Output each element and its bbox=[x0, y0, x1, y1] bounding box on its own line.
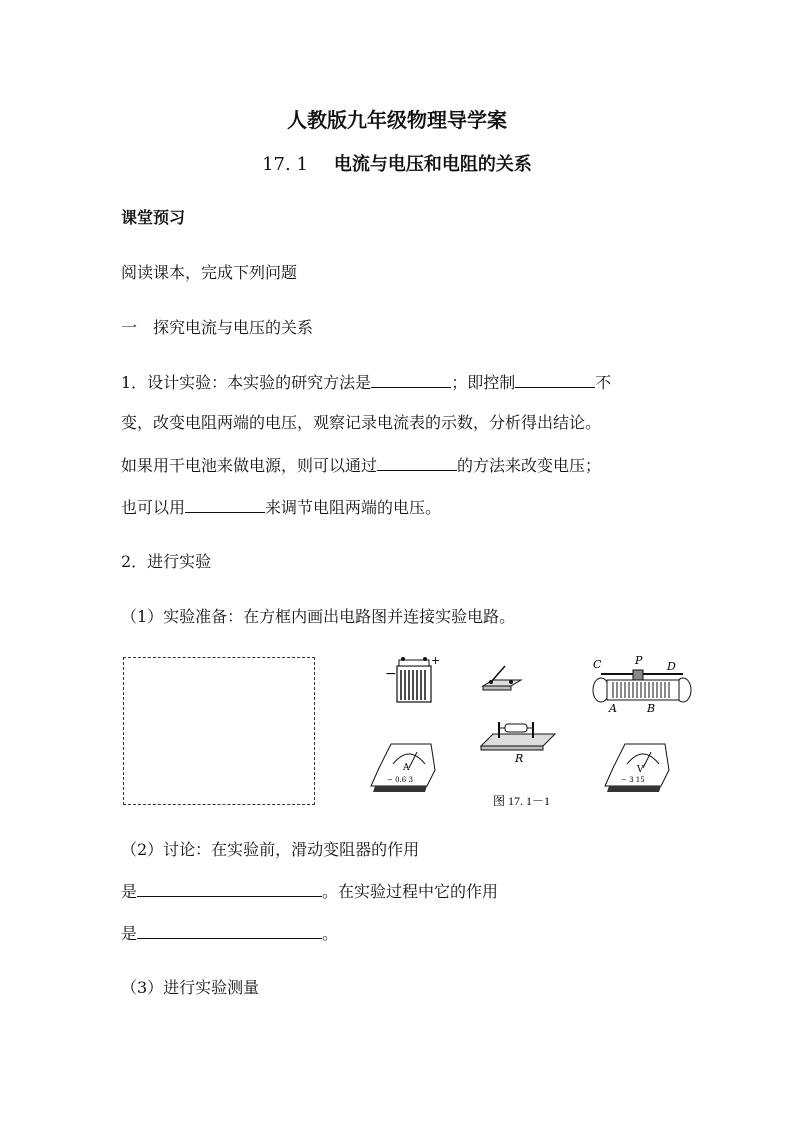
circuit-drawing-box[interactable] bbox=[123, 657, 315, 805]
answer-blank-controlled[interactable] bbox=[515, 371, 595, 388]
q1-line2: 变，改变电阻两端的电压，观察记录电流表的示数，分析得出结论。 bbox=[121, 413, 602, 432]
preview-instruction: 阅读课本，完成下列问题 bbox=[121, 263, 298, 282]
q2-text-d: 。 bbox=[322, 924, 339, 943]
rheostat-icon bbox=[593, 654, 691, 715]
figure-caption: 图 17. 1－1 bbox=[493, 794, 551, 808]
resistor-icon bbox=[481, 722, 555, 765]
ammeter-letter: A bbox=[403, 763, 410, 773]
q1-text-a: 1．设计实验：本实验的研究方法是 bbox=[121, 373, 372, 392]
section-title bbox=[0, 150, 794, 176]
q2-text-a: 是 bbox=[121, 882, 138, 901]
q2-sub1: （1）实验准备：在方框内画出电路图并连接实验电路。 bbox=[121, 607, 516, 626]
switch-icon bbox=[483, 666, 521, 690]
q2-sub3: （3）进行实验测量 bbox=[121, 978, 260, 997]
rheostat-label-b: B bbox=[647, 702, 656, 715]
resistor-label: R bbox=[515, 752, 524, 765]
battery-icon bbox=[385, 654, 440, 702]
answer-blank-adjust[interactable] bbox=[185, 496, 265, 513]
q2-text-c: 是 bbox=[121, 924, 138, 943]
voltmeter-scale: − 3 15 bbox=[621, 776, 645, 784]
q1-text-e: 的方法来改变电压； bbox=[457, 456, 602, 475]
q2-sub2-line1: （2）讨论：在实验前，滑动变阻器的作用 bbox=[121, 840, 420, 859]
ammeter-scale: − 0.6 3 bbox=[387, 776, 413, 784]
preview-heading: 课堂预习 bbox=[121, 208, 186, 227]
answer-blank-method[interactable] bbox=[371, 371, 451, 388]
q2-sub2-line2 bbox=[121, 879, 498, 902]
battery-minus-label: − bbox=[385, 666, 397, 682]
q1-text-f: 也可以用 bbox=[121, 498, 186, 517]
part1-heading: 一 探究电流与电压的关系 bbox=[121, 318, 314, 337]
q1-line1 bbox=[121, 370, 611, 393]
rheostat-label-d: D bbox=[667, 660, 676, 673]
q2-text-b: 。在实验过程中它的作用 bbox=[322, 882, 499, 901]
q1-line3 bbox=[121, 453, 601, 476]
page-title: 人教版九年级物理导学案 bbox=[287, 108, 507, 132]
q1-text-g: 来调节电阻两端的电压。 bbox=[265, 498, 442, 517]
voltmeter-letter: V bbox=[637, 765, 644, 775]
q1-text-d: 如果用干电池来做电源，则可以通过 bbox=[121, 456, 378, 475]
section-name: 电流与电压和电阻的关系 bbox=[333, 154, 532, 175]
rheostat-label-p: P bbox=[635, 654, 643, 667]
equipment-figure bbox=[365, 652, 695, 822]
answer-blank-before-experiment[interactable] bbox=[137, 880, 322, 897]
q1-text-c: 不 bbox=[595, 373, 612, 392]
rheostat-label-c: C bbox=[593, 658, 602, 671]
q1-line4 bbox=[121, 495, 441, 518]
ammeter-icon bbox=[371, 744, 435, 792]
answer-blank-change-voltage[interactable] bbox=[377, 454, 457, 471]
section-number: 17. 1 bbox=[262, 154, 308, 175]
q2-heading: 2．进行实验 bbox=[121, 552, 212, 571]
rheostat-label-a: A bbox=[609, 702, 617, 715]
q1-text-b: ；即控制 bbox=[451, 373, 516, 392]
q2-sub2-line3 bbox=[121, 921, 338, 944]
voltmeter-icon bbox=[605, 744, 669, 792]
answer-blank-during-experiment[interactable] bbox=[137, 922, 322, 939]
battery-plus-label: + bbox=[431, 654, 441, 667]
